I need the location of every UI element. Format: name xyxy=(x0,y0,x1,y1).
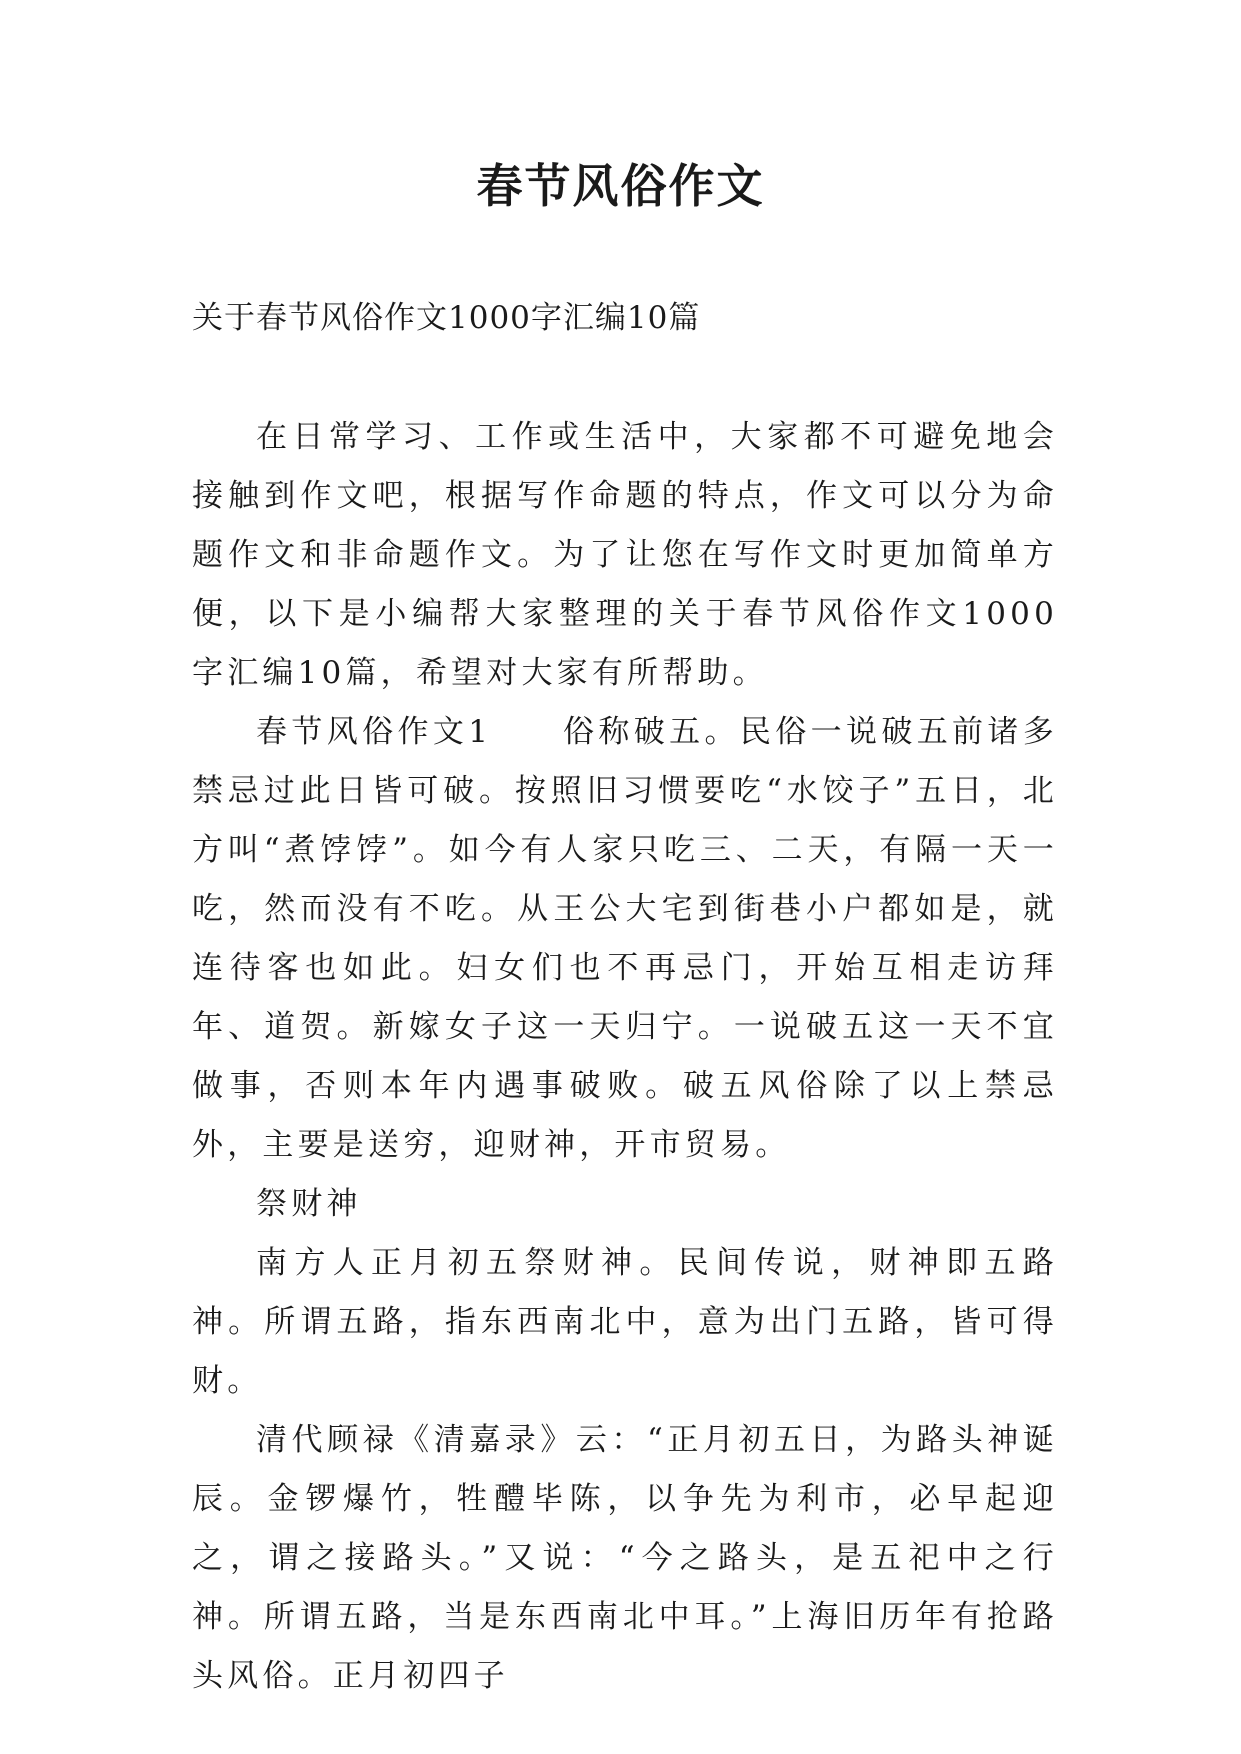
essay-1-paragraph: 春节风俗作文1 俗称破五。民俗一说破五前诸多禁忌过此日皆可破。按照旧习惯要吃“水饺子”五日，北方叫“煮饽饽”。如今有人家只吃三、二天，有隔一天一吃，然而没有不吃。从王公大宅到街巷小户都如是，就连待客也如此。妇女们也不再忌门，开始互相走访拜年、道贺。新嫁女子这一天归宁。一说破五这一天不宜做事，否则本年内遇事破败。破五风俗除了以上禁忌外，主要是送穷，迎财神，开市贸易。 xyxy=(192,714,1058,1163)
body-paragraph: 清代顾禄《清嘉录》云：“正月初五日，为路头神诞辰。金锣爆竹，牲醴毕陈，以争先为利市，必早起迎之，谓之接路头。”又说：“今之路头，是五祀中之行神。所谓五路，当是东西南北中耳。”上海旧历年有抢路头风俗。正月初四子 xyxy=(192,1422,1058,1694)
body-paragraph: 南方人正月初五祭财神。民间传说，财神即五路神。所谓五路，指东西南北中，意为出门五路，皆可得财。 xyxy=(192,1245,1058,1399)
document-title: 春节风俗作文 xyxy=(476,159,765,213)
document-subtitle: 关于春节风俗作文1000字汇编10篇 xyxy=(192,300,701,336)
document-body xyxy=(192,408,1058,1706)
section-heading-cai-shen: 祭财神 xyxy=(256,1186,362,1222)
intro-paragraph: 在日常学习、工作或生活中，大家都不可避免地会接触到作文吧，根据写作命题的特点，作文可以分为命题作文和非命题作文。为了让您在写作文时更加简单方便，以下是小编帮大家整理的关于春节风俗作文1000字汇编10篇，希望对大家有所帮助。 xyxy=(192,419,1058,691)
